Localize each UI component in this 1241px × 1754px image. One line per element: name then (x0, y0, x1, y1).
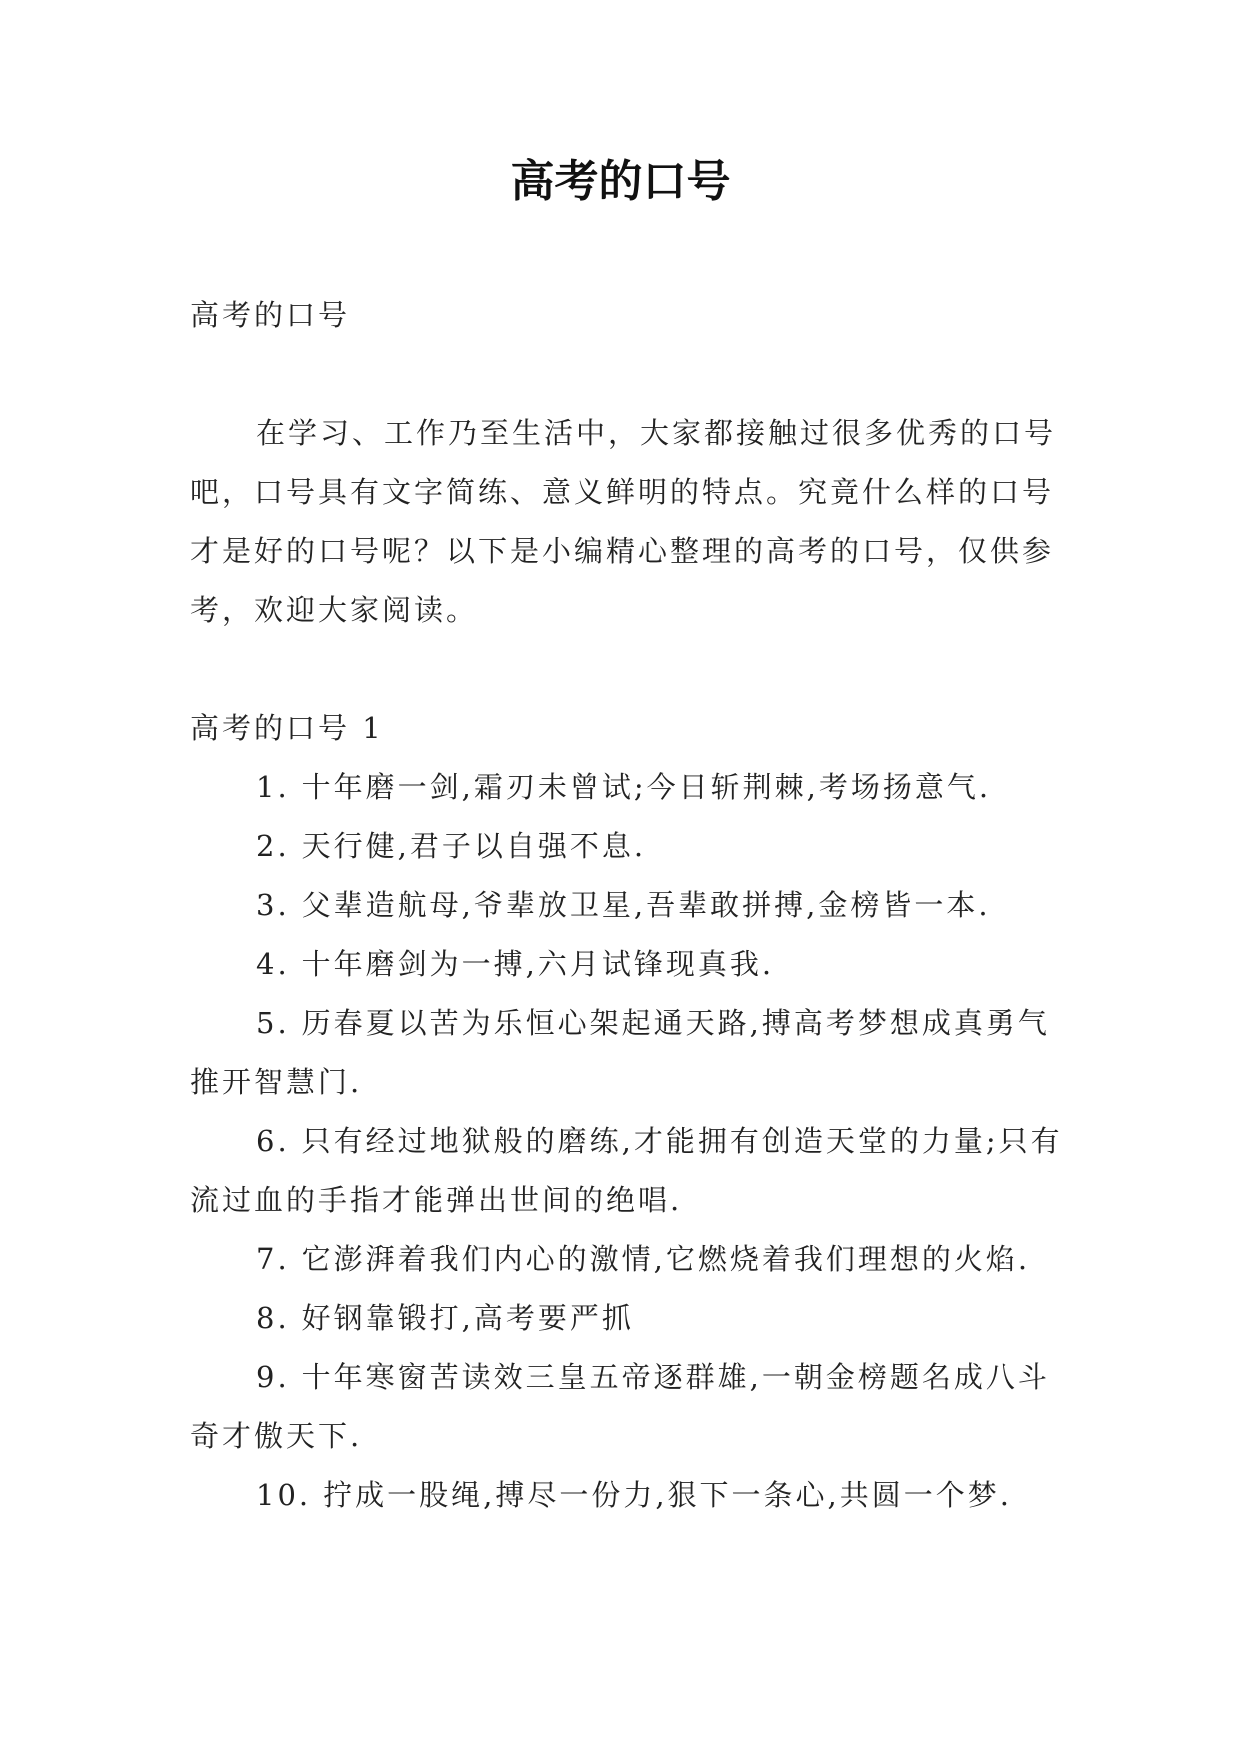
list-item-number: 3. (256, 888, 290, 922)
list-item-text: 十年寒窗苦读效三皇五帝逐群雄,一朝金榜题名成八斗奇才傲天下. (190, 1360, 1050, 1453)
document-title: 高考的口号 (510, 156, 731, 207)
list-item (190, 1466, 1070, 1525)
list-item (190, 817, 1070, 876)
list-item (190, 1289, 1070, 1348)
list-item-number: 5. (256, 1006, 290, 1040)
list-item-text: 十年磨剑为一搏,六月试锋现真我. (301, 947, 775, 981)
list-item-number: 2. (256, 829, 290, 863)
list-item-number: 4. (256, 947, 290, 981)
list-item (190, 935, 1070, 994)
list-item (190, 1348, 1070, 1466)
list-item-text: 十年磨一剑,霜刃未曾试;今日斩荆棘,考场扬意气. (301, 770, 992, 804)
list-item-number: 1. (256, 770, 290, 804)
list-item-text: 父辈造航母,爷辈放卫星,吾辈敢拼搏,金榜皆一本. (301, 888, 991, 922)
intro-paragraph: 在学习、工作乃至生活中，大家都接触过很多优秀的口号吧，口号具有文字简练、意义鲜明的特点。究竟什么样的口号才是好的口号呢？以下是小编精心整理的高考的口号，仅供参考，欢迎大家阅读。 (190, 416, 1057, 627)
list-item-text: 它澎湃着我们内心的激情,它燃烧着我们理想的火焰. (301, 1242, 1031, 1276)
list-item (190, 1112, 1070, 1230)
list-item (190, 1230, 1070, 1289)
list-item-text: 只有经过地狱般的磨练,才能拥有创造天堂的力量;只有流过血的手指才能弹出世间的绝唱. (190, 1124, 1063, 1217)
document-body (190, 286, 1070, 1525)
list-item-number: 6. (256, 1124, 290, 1158)
list-item-number: 8. (256, 1301, 290, 1335)
list-item-number: 7. (256, 1242, 290, 1276)
list-item-number: 10. (256, 1478, 312, 1512)
list-item (190, 876, 1070, 935)
document-subtitle: 高考的口号 (190, 298, 351, 332)
list-item-text: 天行健,君子以自强不息. (301, 829, 647, 863)
list-item (190, 994, 1070, 1112)
list-item-text: 历春夏以苦为乐恒心架起通天路,搏高考梦想成真勇气推开智慧门. (190, 1006, 1050, 1099)
list-item (190, 758, 1070, 817)
list-item-text: 好钢靠锻打,高考要严抓 (301, 1301, 634, 1335)
section-heading: 高考的口号 1 (190, 711, 384, 745)
list-item-text: 拧成一股绳,搏尽一份力,狠下一条心,共圆一个梦. (323, 1478, 1012, 1512)
list-item-number: 9. (256, 1360, 290, 1394)
